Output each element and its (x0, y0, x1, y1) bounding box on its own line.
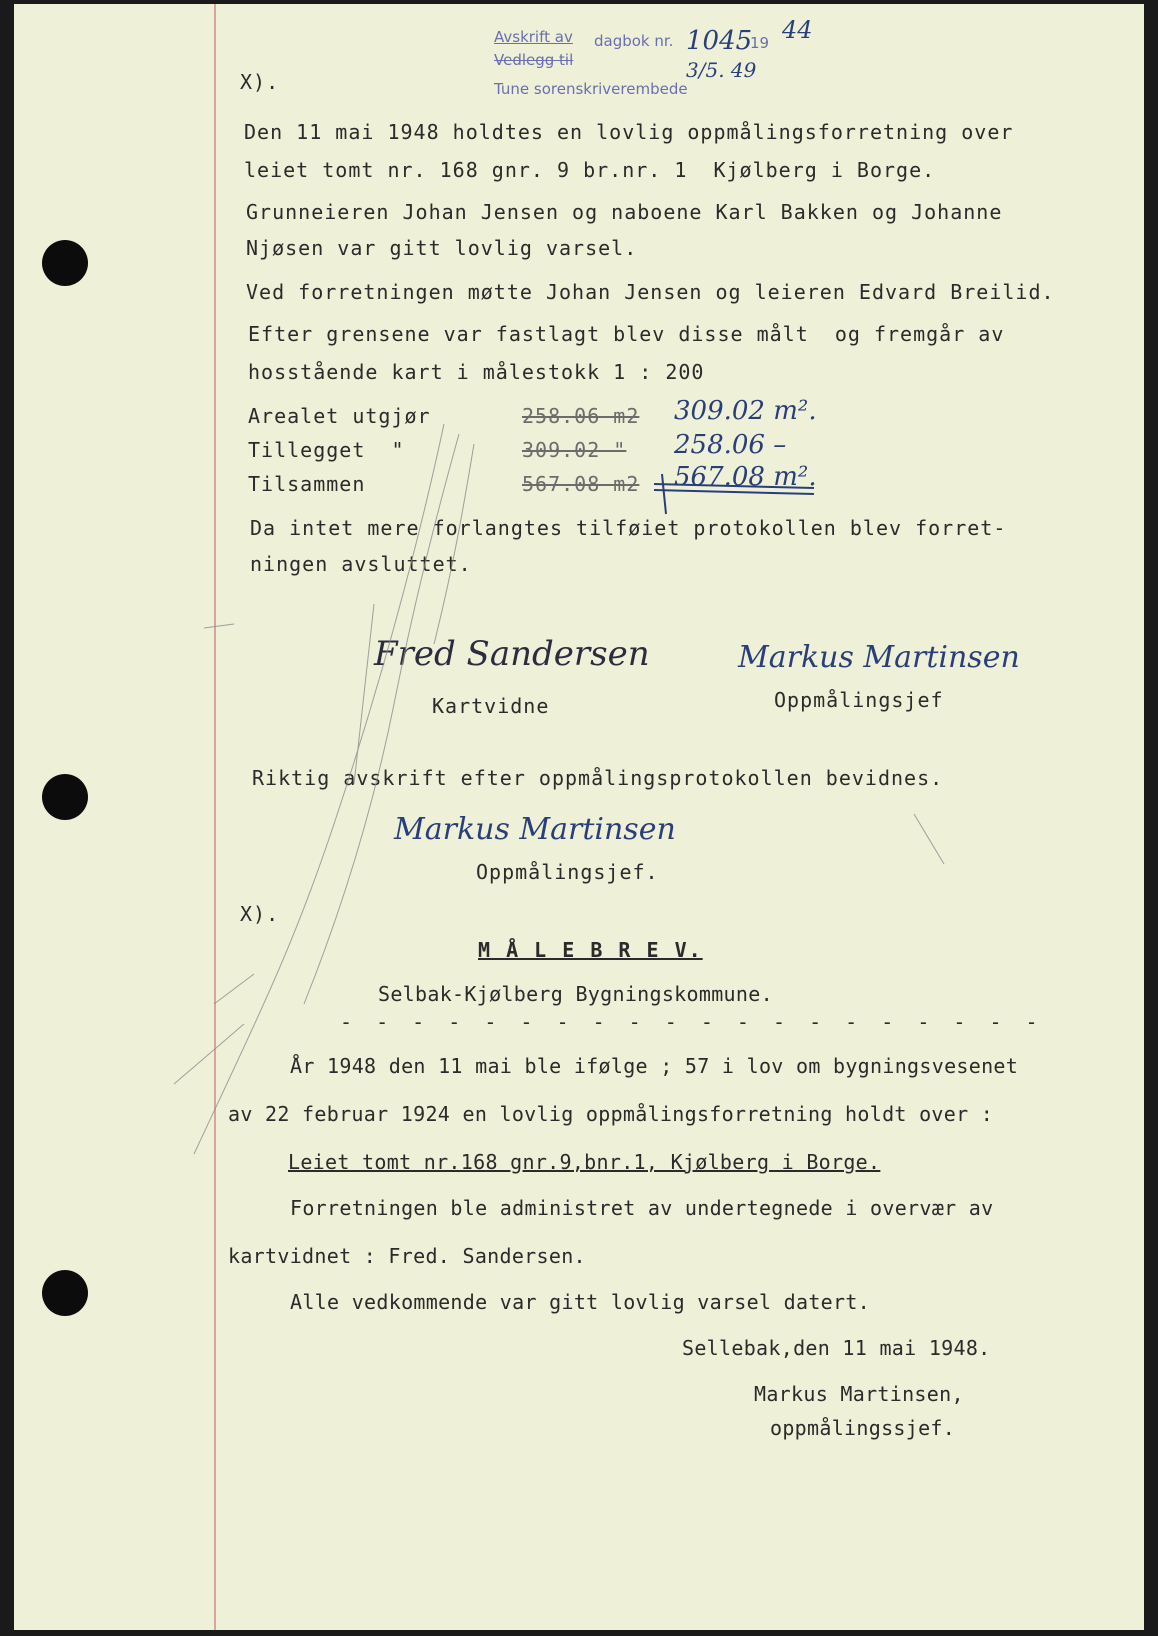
handwritten-number: 1045 (686, 26, 753, 56)
paragraph-line: av 22 februar 1924 en lovlig oppmålingsforretning holdt over : (228, 1102, 994, 1126)
signature-left: Fred Sandersen (374, 634, 650, 674)
document-page (14, 4, 1144, 1630)
document-title: M Å L E B R E V. (478, 938, 703, 962)
property-line: Leiet tomt nr.168 gnr.9,bnr.1, Kjølberg i Borge. (288, 1150, 881, 1174)
area-old-value: 309.02 " (522, 438, 627, 462)
area-new-value: 309.02 m². (674, 396, 817, 426)
paragraph-line: ningen avsluttet. (250, 552, 472, 576)
document-subtitle: Selbak-Kjølberg Bygningskommune. (378, 982, 773, 1006)
area-label: Tillegget " (248, 438, 405, 462)
punch-hole (42, 240, 88, 286)
certification-title: Oppmålingsjef. (476, 860, 659, 884)
place-date: Sellebak,den 11 mai 1948. (682, 1336, 991, 1360)
area-new-value: 258.06 – (674, 430, 787, 460)
dash-separator: - - - - - - - - - - - - - - - - - - - - (340, 1010, 1044, 1034)
paragraph-line: leiet tomt nr. 168 gnr. 9 br.nr. 1 Kjølberg i Borge. (244, 158, 936, 182)
record-marker: X). (240, 902, 280, 926)
punch-hole (42, 1270, 88, 1316)
record-marker: X). (240, 70, 280, 94)
paragraph-line: Ved forretningen møtte Johan Jensen og leieren Edvard Breilid. (246, 280, 1055, 304)
paragraph-line: kartvidnet : Fred. Sandersen. (228, 1244, 586, 1268)
signer-name: Markus Martinsen, (754, 1382, 964, 1406)
paragraph-line: Alle vedkommende var gitt lovlig varsel datert. (290, 1290, 871, 1314)
paragraph-line: Grunneieren Johan Jensen og naboene Karl Bakken og Johanne (246, 200, 1003, 224)
paragraph-line: Efter grensene var fastlagt blev disse målt og fremgår av (248, 322, 1005, 346)
stamp-year-prefix: 19 (750, 34, 770, 52)
area-new-value: 567.08 m². (674, 462, 817, 492)
signature-right-title: Oppmålingsjef (774, 688, 944, 712)
punch-hole (42, 774, 88, 820)
margin-rule (214, 4, 216, 1630)
paragraph-line: År 1948 den 11 mai ble ifølge ; 57 i lov om bygningsvesenet (290, 1054, 1019, 1078)
paragraph-line: Forretningen ble administret av undertegnede i overvær av (290, 1196, 994, 1220)
handwritten-year: 44 (782, 16, 813, 44)
paragraph-line: Den 11 mai 1948 holdtes en lovlig oppmålingsforretning over (244, 120, 1014, 144)
area-old-value: 258.06 m2 (522, 404, 640, 428)
signer-title: oppmålingssjef. (770, 1416, 956, 1440)
area-old-value: 567.08 m2 (522, 472, 640, 496)
area-label: Arealet utgjør (248, 404, 431, 428)
paragraph-line: hosstående kart i målestokk 1 : 200 (248, 360, 705, 384)
stamp-line-3: Tune sorenskriverembede (494, 80, 688, 98)
handwritten-date: 3/5. 49 (686, 58, 757, 82)
paragraph-line: Njøsen var gitt lovlig varsel. (246, 236, 638, 260)
stamp-line-1: Avskrift av (494, 28, 573, 46)
signature-left-title: Kartvidne (432, 694, 550, 718)
stamp-line-2: Vedlegg til (494, 51, 574, 69)
signature-right: Markus Martinsen (738, 640, 1020, 675)
certification-signature: Markus Martinsen (394, 812, 676, 847)
paragraph-line: Da intet mere forlangtes tilføiet protokollen blev forret- (250, 516, 1007, 540)
certification-line: Riktig avskrift efter oppmålingsprotokollen bevidnes. (252, 766, 944, 790)
area-label: Tilsammen (248, 472, 366, 496)
stamp-line-1b: dagbok nr. (594, 32, 674, 50)
